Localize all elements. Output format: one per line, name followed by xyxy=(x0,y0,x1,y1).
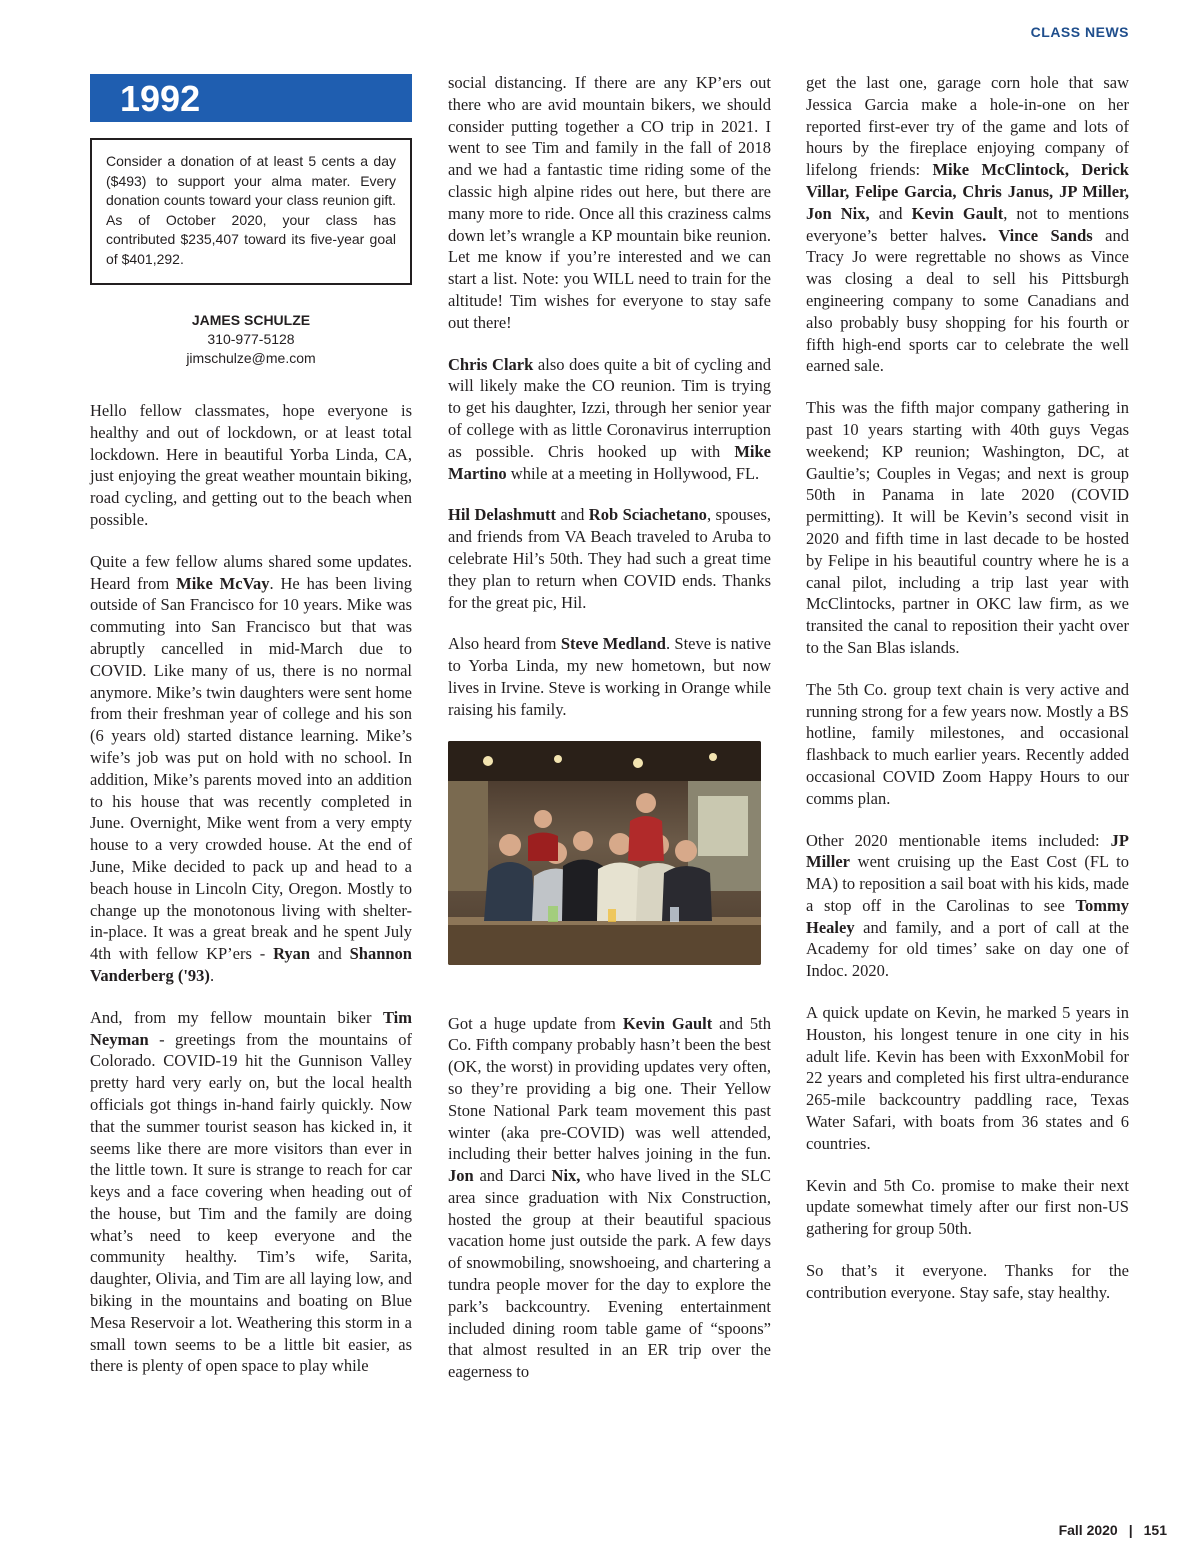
text-run: - greetings from the mountains of Colorado. COVID-19 hit the Gunnison Valley pretty hard very early on, but the local health officials got things in-hand fairly quickly. Now that the summer tourist season has kicked in, it seems like there are more visitors than ever in the little town. It sure is strange to reach for car keys and a face covering when heading out of the house, but Tim and the family are doing what’s need to keep everyone and the community healthy. Tim’s wife, Sarita, daughter, Olivia, and Tim are all laying low, and biking in the mountains and boating on Blue Mesa Reservoir a lot. Weathering this storm in a small town seems to be a little bit easier, as there is plenty of open space to play while xyxy=(90,1029,412,1376)
bold-name: Rob Sciachetano xyxy=(588,505,707,525)
text-run: , spouses, and friends from VA Beach traveled to Aruba to celebrate Hil’s 50th. They had such a great time they plan to return when COVID ends. Thanks for the great pic, Hil. xyxy=(448,505,771,612)
text-run: while at a meeting in Hollywood, FL. xyxy=(506,463,760,483)
column-2-body-top xyxy=(448,72,771,721)
bold-name: Shannon Vanderberg ('93) xyxy=(90,944,412,985)
text-run: The 5th Co. group text chain is very active and running strong for a few years now. Mostly a BS hotline, family milestones, and occasional flashback to much earlier years. Recently added occasional COVID Zoom Happy Hours to our comms plan. xyxy=(806,679,1129,808)
text-run: So that’s it everyone. Thanks for the contribution everyone. Stay safe, stay healthy. xyxy=(806,1261,1129,1302)
year-banner: 1992 xyxy=(90,74,412,122)
article-paragraph xyxy=(806,397,1129,659)
article-paragraph xyxy=(90,551,412,987)
text-run: and xyxy=(310,944,350,964)
issue-label: Fall 2020 xyxy=(1058,1522,1118,1538)
bold-name: Tim Neyman xyxy=(90,1007,412,1049)
section-label: CLASS NEWS xyxy=(1030,24,1129,40)
page-footer xyxy=(1059,1522,1167,1538)
text-run: And, from my fellow mountain biker xyxy=(90,1007,383,1027)
text-run: , not to mentions everyone’s better halves xyxy=(806,203,1129,245)
article-paragraph xyxy=(90,1007,412,1378)
text-run: Also heard from xyxy=(448,634,561,654)
text-run: Got a huge update from xyxy=(448,1013,623,1033)
text-run: and xyxy=(869,203,912,223)
text-run: who have lived in the SLC area since graduation with Nix Construction, hosted the group at their beautiful spacious vacation home just outside the park. A few days of snowmobiling, snowshoeing, and chartering a tundra people mover for the day to explore the park’s backcountry. Evening entertainment included dining room table game of “spoons” that almost resulted in an ER trip over the eagerness to xyxy=(448,1166,772,1382)
article-paragraph xyxy=(448,354,771,485)
article-paragraph xyxy=(806,679,1129,810)
text-run: also does quite a bit of cycling and will likely make the CO reunion. Tim is trying to get his daughter, Izzi, through her senior year of college with as little Coronavirus interruption as possible. Chris hooked up with xyxy=(448,354,771,461)
column-1-body xyxy=(90,400,412,1377)
article-paragraph xyxy=(806,1002,1129,1155)
bold-name: Mike McVay xyxy=(176,573,270,593)
article-paragraph xyxy=(806,1260,1129,1304)
text-run: get the last one, garage corn hole that saw Jessica Garcia make a hole-in-one on her reported first-ever try of the game and lots of hours by the fireplace enjoying company of lifelong friends: xyxy=(806,73,1129,180)
column-2 xyxy=(448,72,771,1403)
column-2-body-bottom xyxy=(448,1013,771,1384)
bold-name: . Vince Sands xyxy=(982,225,1093,245)
text-run: and 5th Co. Fifth company probably hasn’t been the best (OK, the worst) in providing updates very often, so they’re providing a big one. Their Yellow Stone National Park team movement this past winter (aka pre-COVID) was well attended, including their better halves joining in the fun. xyxy=(448,1013,771,1164)
contact-email[interactable]: jimschulze@me.com xyxy=(186,350,316,366)
text-run: and family, and a port of call at the Academy for old times’ sake on day one of Indoc. 2020. xyxy=(806,917,1129,981)
text-run: and Darci xyxy=(473,1166,552,1186)
article-paragraph xyxy=(806,1175,1129,1240)
bold-name: JP Miller xyxy=(806,830,1129,872)
column-1 xyxy=(90,72,412,1397)
text-run: Kevin and 5th Co. promise to make their next update somewhat timely after our first non-US gathering for group 50th. xyxy=(806,1175,1129,1239)
bold-name: Nix, xyxy=(551,1166,581,1186)
text-run: and Tracy Jo were regrettable no shows as Vince was closing a deal to sell his Pittsburgh engineering company to some Canadians and also probably busy shopping for his fourth or fifth high-end sports car to celebrate the well earned sale. xyxy=(806,225,1129,376)
bold-name: Mike Martino xyxy=(448,441,771,483)
page-number: 151 xyxy=(1143,1522,1167,1538)
bold-name: Kevin Gault xyxy=(911,203,1004,223)
text-run: social distancing. If there are any KP’ers out there who are avid mountain bikers, we should consider putting together a CO trip in 2021. I went to see Tim and family in the fall of 2018 and we had a fantastic time riding some of the classic high alpine rides out here, but there are many more to ride. Once all this craziness calms down let’s wrangle a KP mountain bike reunion. Let me know if you’re interested and we can start a list. Note: you WILL need to train for the altitude! Tim wishes for everyone to stay safe out there! xyxy=(448,73,771,332)
article-paragraph xyxy=(448,72,771,334)
text-run: went cruising up the East Cost (FL to MA) to reposition a sail boat with his kids, made a stop off in the Carolinas to see xyxy=(806,852,1129,915)
bold-name: Jon xyxy=(448,1166,474,1186)
article-paragraph xyxy=(806,830,1129,983)
article-paragraph xyxy=(90,400,412,531)
contact-phone: 310-977-5128 xyxy=(207,331,295,347)
text-run: This was the fifth major company gathering in past 10 years starting with 40th guys Vegas weekend; KP reunion; Washington, DC, at Gaultie’s; Couples in Vegas; and next is group 50th in Panama in late 2020 (COVID permitting). It will be Kevin’s second visit in 2020 and fifth time in last decade to be hosted by Felipe in his beautiful country where he is a canal pilot, including a trip last year with McClintocks, partner in OKC law firm, as we transited the canal to reposition their yacht over to the San Blas islands. xyxy=(806,398,1129,657)
contact-name: JAMES SCHULZE xyxy=(191,312,311,328)
donation-box: Consider a donation of at least 5 cents a day ($493) to support your alma mater. Every donation counts toward your class reunion gift. As of October 2020, your class has contributed $235,407 toward its five-year goal of $401,292. xyxy=(90,138,412,285)
text-run: and xyxy=(556,505,589,525)
article-paragraph xyxy=(448,633,771,720)
column-3 xyxy=(806,72,1129,1324)
article-paragraph xyxy=(806,72,1129,377)
text-run: . Steve is native to Yorba Linda, my new hometown, but now lives in Irvine. Steve is working in Orange while raising his family. xyxy=(448,634,771,719)
bold-name: Ryan xyxy=(273,944,311,964)
class-contact xyxy=(90,311,412,368)
bold-name: Mike McClintock, Derick Villar, Felipe Garcia, Chris Janus, JP Miller, Jon Nix, xyxy=(806,160,1129,223)
bold-name: Steve Medland xyxy=(560,634,666,654)
article-paragraph xyxy=(448,1013,771,1384)
bold-name: Kevin Gault xyxy=(622,1013,713,1033)
column-3-body xyxy=(806,72,1129,1304)
text-run: Quite a few fellow alums shared some updates. Heard from xyxy=(90,551,412,593)
bold-name: Tommy Healey xyxy=(806,895,1129,937)
bold-name: Chris Clark xyxy=(448,354,534,374)
bold-name: Hil Delashmutt xyxy=(448,505,557,525)
text-run: Other 2020 mentionable items included: xyxy=(806,830,1111,850)
text-run: A quick update on Kevin, he marked 5 years in Houston, his longest tenure in one city in his adult life. Kevin has been with ExxonMobil for 22 years and completed his first ultra-endurance 265-mile backcountry paddling race, Texas Water Safari, with boats from 36 states and 6 countries. xyxy=(806,1003,1129,1153)
text-run: . He has been living outside of San Francisco for 10 years. Mike was commuting into San Francisco but that was abruptly cancelled in mid-March due to COVID. Like many of us, there is no normal anymore. Mike’s twin daughters were sent home from their freshman year of college and his son (6 years old) started distance learning. Mike’s wife’s job was put on hold with no school. In addition, Mike’s parents moved into an addition to his house that was recently completed in June. Overnight, Mike went from a very empty house to a very crowded house. At the end of June, Mike decided to pack up and head to a beach house in Lincoln City, Oregon. Mostly to change up the monotonous living with shelter-in-place. It was a great break and he spent July 4th with fellow KP’ers - xyxy=(90,573,412,964)
footer-separator: | xyxy=(1128,1522,1133,1538)
group-photo xyxy=(448,741,761,965)
text-run: . xyxy=(209,965,215,985)
text-run: Hello fellow classmates, hope everyone is healthy and out of lockdown, or at least total lockdown. Here in beautiful Yorba Linda, CA, just enjoying the great weather mountain biking, road cycling, and getting out to the beach when possible. xyxy=(90,401,412,529)
article-paragraph xyxy=(448,504,771,613)
